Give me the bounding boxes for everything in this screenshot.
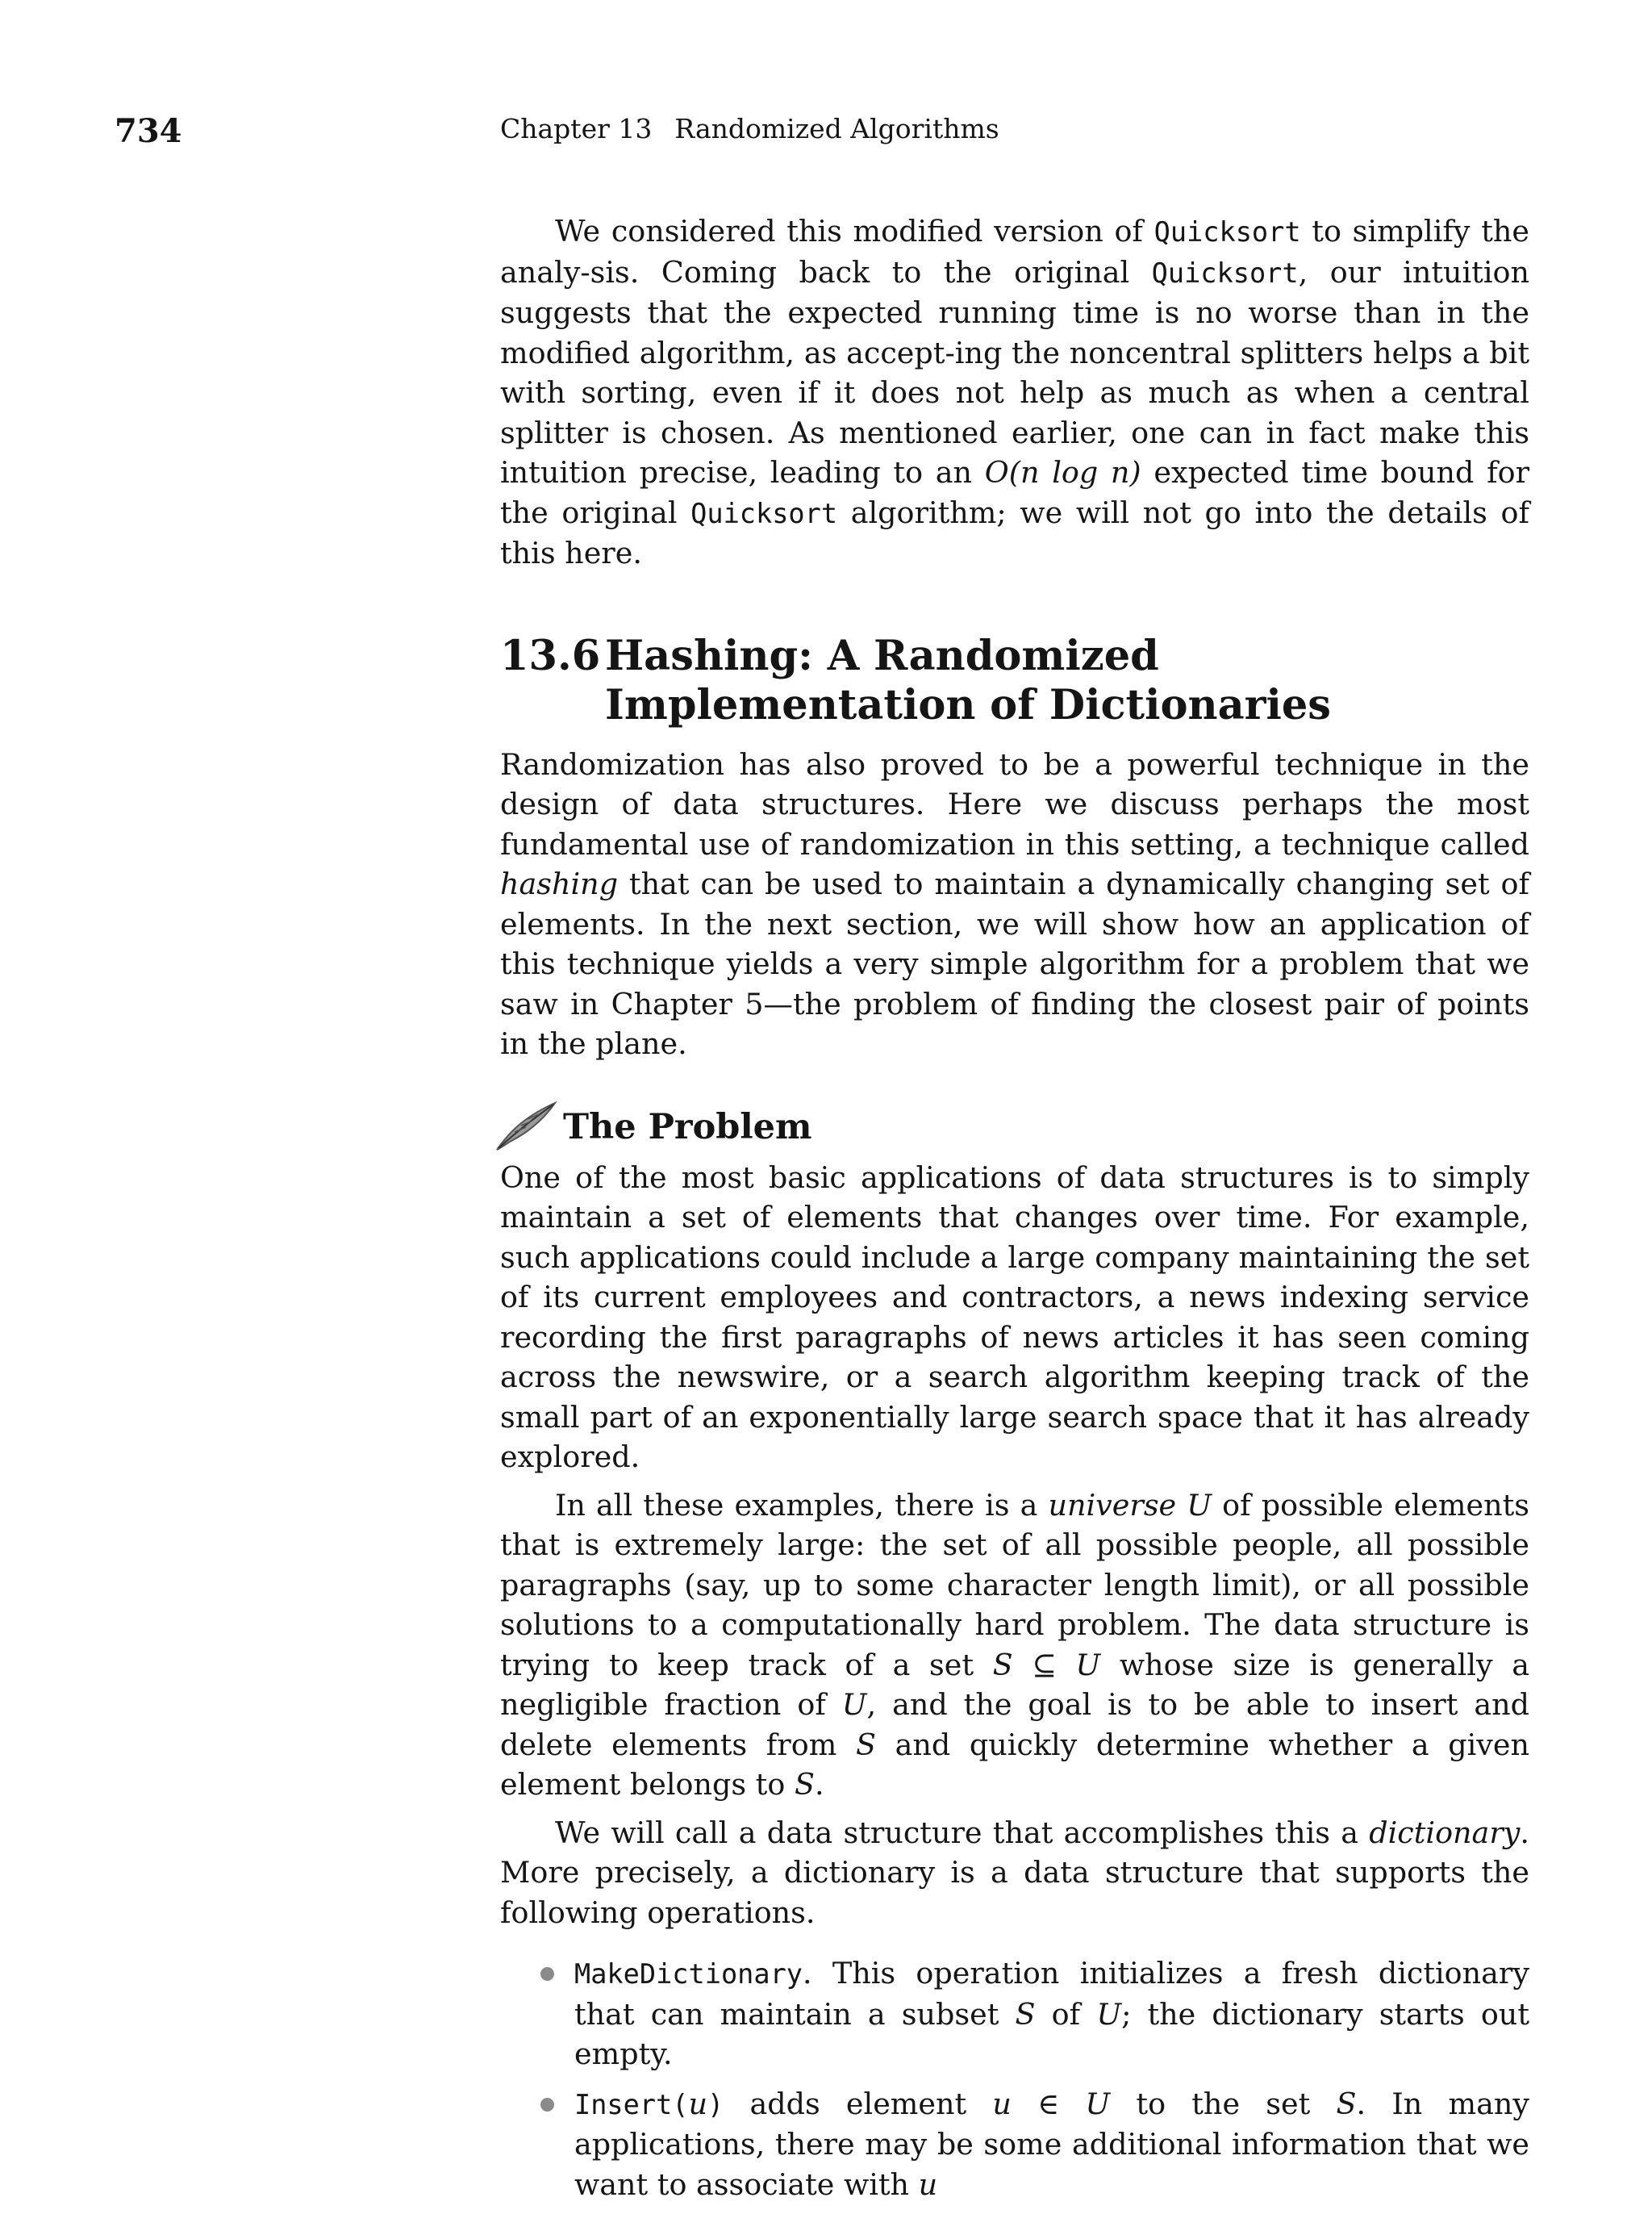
text: . [814, 1767, 824, 1802]
subsection-heading [500, 1106, 1529, 1148]
bullet-dot [540, 1967, 554, 1981]
math-big-o: O(n log n) [984, 455, 1141, 490]
paragraph-universe [500, 1485, 1529, 1805]
subsection-title: The Problem [563, 1106, 812, 1147]
paragraph-hashing-intro [500, 745, 1529, 1064]
text: of [1035, 1996, 1097, 2032]
text: whose size is generally a negligible fraction of [500, 1647, 1529, 1722]
text: . In many applications, there may be some additional information that we want to associate with [574, 2086, 1529, 2202]
code-quicksort: Quicksort [1153, 216, 1301, 248]
text: to simplify the analy-sis. Coming back to the original [500, 214, 1529, 290]
section-number: 13.6 [500, 631, 601, 680]
math-u-in-u: u ∈ U [992, 2086, 1111, 2121]
math-u-arg: u [688, 2086, 708, 2121]
math-u: u [918, 2166, 938, 2202]
operations-list [500, 1953, 1529, 2204]
math-s: S [1336, 2086, 1357, 2121]
text: . More precisely, a dictionary is a data structure that supports the following operations. [500, 1815, 1529, 1930]
text: . This operation initializes a fresh dictionary that can maintain a subset [574, 1956, 1529, 2032]
text: Randomization has also proved to be a powerful technique in the design of data structures. Here we discuss perhaps the most fundamental use of randomization in this setting, a technique called [500, 746, 1529, 862]
page-number: 734 [115, 112, 182, 150]
math-s: S [1015, 1996, 1036, 2032]
page-body [500, 211, 1529, 2214]
paragraph-quicksort [500, 211, 1529, 574]
bullet-dot [540, 2098, 554, 2112]
math-u: U [1187, 1487, 1212, 1523]
math-s: S [794, 1767, 815, 1802]
code-insert: Insert( [574, 2088, 689, 2120]
paragraph-problem: One of the most basic applications of data structures is to simply maintain a set of elements that changes over time. For example, such applications could include a large company maintaining the set of its current employees and contractors, a news indexing service recording the first paragraphs of news articles it has seen coming across the newswire, or a search algorithm keeping track of the small part of an exponentially large search space that it has already explored. [500, 1159, 1529, 1474]
text: We considered this modified version of [555, 214, 1154, 249]
text: We will call a data structure that accomplishes this a [555, 1815, 1370, 1850]
text: ; the dictionary starts out empty. [574, 1996, 1529, 2071]
math-u: U [1096, 1996, 1122, 2032]
text: , our intuition suggests that the expected running time is no worse than in the modified algorithm, as accept-ing the noncentral splitters helps a bit with sorting, even if it does not help as much as when a central splitter is chosen. As mentioned earlier, one can in fact make this intuition precise, leading to an [500, 254, 1530, 490]
text: expected time bound for the original [500, 455, 1530, 530]
section-heading [500, 632, 1529, 730]
text: , and the goal is to be able to insert and delete elements from [500, 1687, 1529, 1762]
code-makedictionary: MakeDictionary [574, 1958, 803, 1990]
text: of possible elements that is extremely large: the set of all possible people, all possible paragraphs (say, up to some character length limit), or all possible solutions to a computationally hard problem. The data structure is trying to keep track of a set [500, 1487, 1529, 1682]
emph-hashing: hashing [500, 867, 619, 901]
text: that can be used to maintain a dynamically changing set of elements. In the next section, we will show how an application of this technique yields a very simple algorithm for a problem that we saw in Chapter 5—the problem of finding the closest pair of points in the plane. [500, 867, 1529, 1061]
paragraph-dictionary [500, 1813, 1529, 1933]
section-title: Hashing: A Randomized Implementation of Dictionaries [605, 631, 1332, 729]
math-u: U [841, 1687, 867, 1722]
code-insert-close: ) [707, 2088, 724, 2120]
running-head [500, 111, 999, 147]
text: to the set [1110, 2086, 1337, 2121]
math-s: S [855, 1727, 876, 1762]
emph-universe: universe [1048, 1487, 1177, 1523]
chapter-number: Chapter 13 [500, 113, 653, 144]
text: adds element [724, 2086, 993, 2121]
chapter-title: Randomized Algorithms [674, 113, 999, 144]
text: In all these examples, there is a [555, 1487, 1049, 1523]
code-quicksort: Quicksort [1151, 257, 1299, 289]
text: algorithm; we will not go into the details of this here. [500, 495, 1529, 570]
text [1176, 1488, 1187, 1523]
quill-pen-icon [490, 1097, 558, 1155]
code-quicksort: Quicksort [690, 497, 838, 529]
text: and quickly determine whether a given element belongs to [500, 1727, 1529, 1802]
list-item [574, 2084, 1529, 2205]
math-s-subset-u: S ⊆ U [992, 1647, 1101, 1682]
emph-dictionary: dictionary [1369, 1815, 1521, 1850]
list-item [574, 1953, 1529, 2074]
